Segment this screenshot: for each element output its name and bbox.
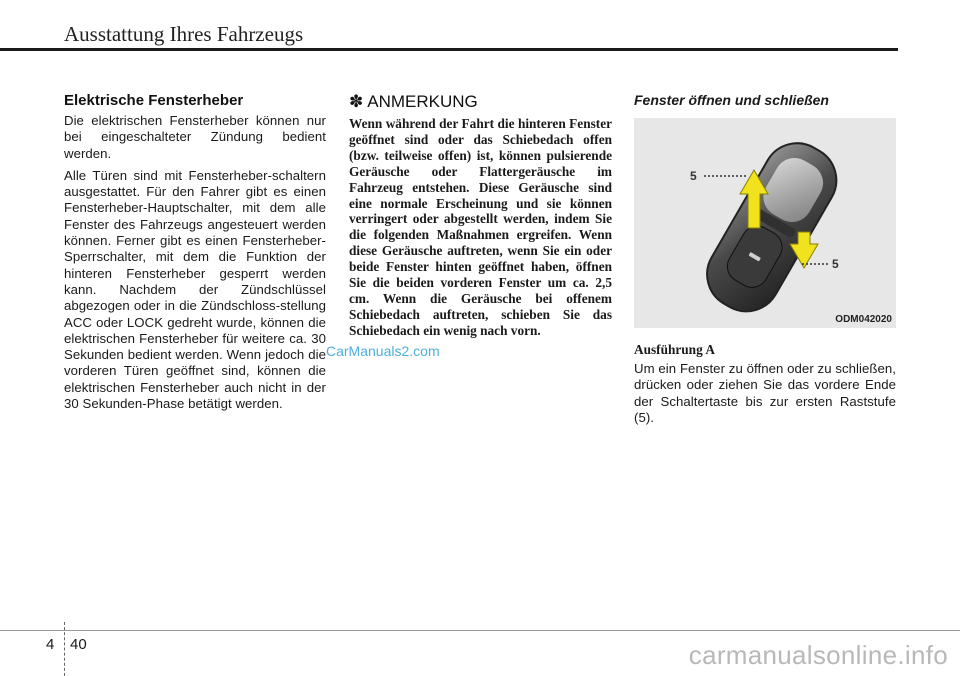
subsection-heading: Fenster öffnen und schließen: [634, 92, 829, 108]
note-box: [349, 92, 612, 339]
footer-rule: [0, 630, 960, 631]
switch-body: [695, 131, 849, 324]
note-title-text: ANMERKUNG: [367, 92, 478, 111]
watermark-text: CarManuals2.com: [326, 343, 440, 359]
figure-code: ODM042020: [835, 314, 892, 325]
right-column: [634, 92, 896, 432]
note-heading: [349, 92, 612, 112]
window-switch-illustration: [634, 118, 896, 328]
callout-label-bottom: 5: [832, 257, 839, 271]
header-rule: [0, 48, 898, 51]
paragraph-2: Alle Türen sind mit Fensterheber-schaltern ausgestattet. Für den Fahrer gibt es einen Fensterheber-Hauptschalter, mit dem alle Fenster des Fahrzeugs angesteuert werden können. Ferner gibt es einen Fensterheber-Sperrschalter, mit dem die Funktion der hinteren Fensterheber gesperrt werden kann. Nachdem der Zündschlüssel abgezogen oder in die Zündschloss-stellung ACC oder LOCK gedreht wurde, können die elektrischen Fensterheber für weitere ca. 30 Sekunden bedient werden. Wenn jedoch die vorderen Türen geöffnet sind, können die elektrischen Fensterheber auch nicht in der 30 Sekunden-Phase betätigt werden.: [64, 167, 326, 412]
callout-label-top: 5: [690, 169, 697, 183]
window-switch-figure: [634, 118, 896, 328]
chapter-number: 4: [46, 636, 55, 653]
page-number: 40: [70, 636, 87, 653]
note-text: Wenn während der Fahrt die hinteren Fenster geöffnet sind oder das Schiebedach offen (bzw. teilweise offen) ist, können pulsierende Geräusche oder Flattergeräusche im Fahrzeug entstehen. Diese Geräusche sind eine normale Erscheinung und sie können verringert oder abgestellt werden, indem Sie die folgenden Maßnahmen ergreifen. Wenn diese Geräusche auftreten, wenn Sie ein oder beide Fenster hinten geöffnet haben, öffnen Sie die beiden vorderen Fenster um ca. 2,5 cm. Wenn die Geräusche bei offenem Schiebedach auftreten, schieben Sie das Schiebedach ein wenig nach vorn.: [349, 116, 612, 338]
site-watermark: carmanualsonline.info: [688, 640, 948, 670]
section-heading: Elektrische Fensterheber: [64, 92, 244, 109]
left-column: [64, 92, 326, 418]
note-star-icon: ✽: [349, 92, 364, 111]
page-header-title: Ausstattung Ihres Fahrzeugs: [64, 22, 304, 46]
variant-heading: Ausführung A: [634, 342, 715, 357]
paragraph-1: Die elektrischen Fensterheber können nur bei eingeschalteter Zündung bedient werden.: [64, 113, 326, 161]
instruction-text: Um ein Fenster zu öffnen oder zu schließen, drücken oder ziehen Sie das vordere Ende der Schaltertaste bis zur ersten Raststufe (5).: [634, 361, 896, 425]
footer-divider: [64, 622, 65, 676]
